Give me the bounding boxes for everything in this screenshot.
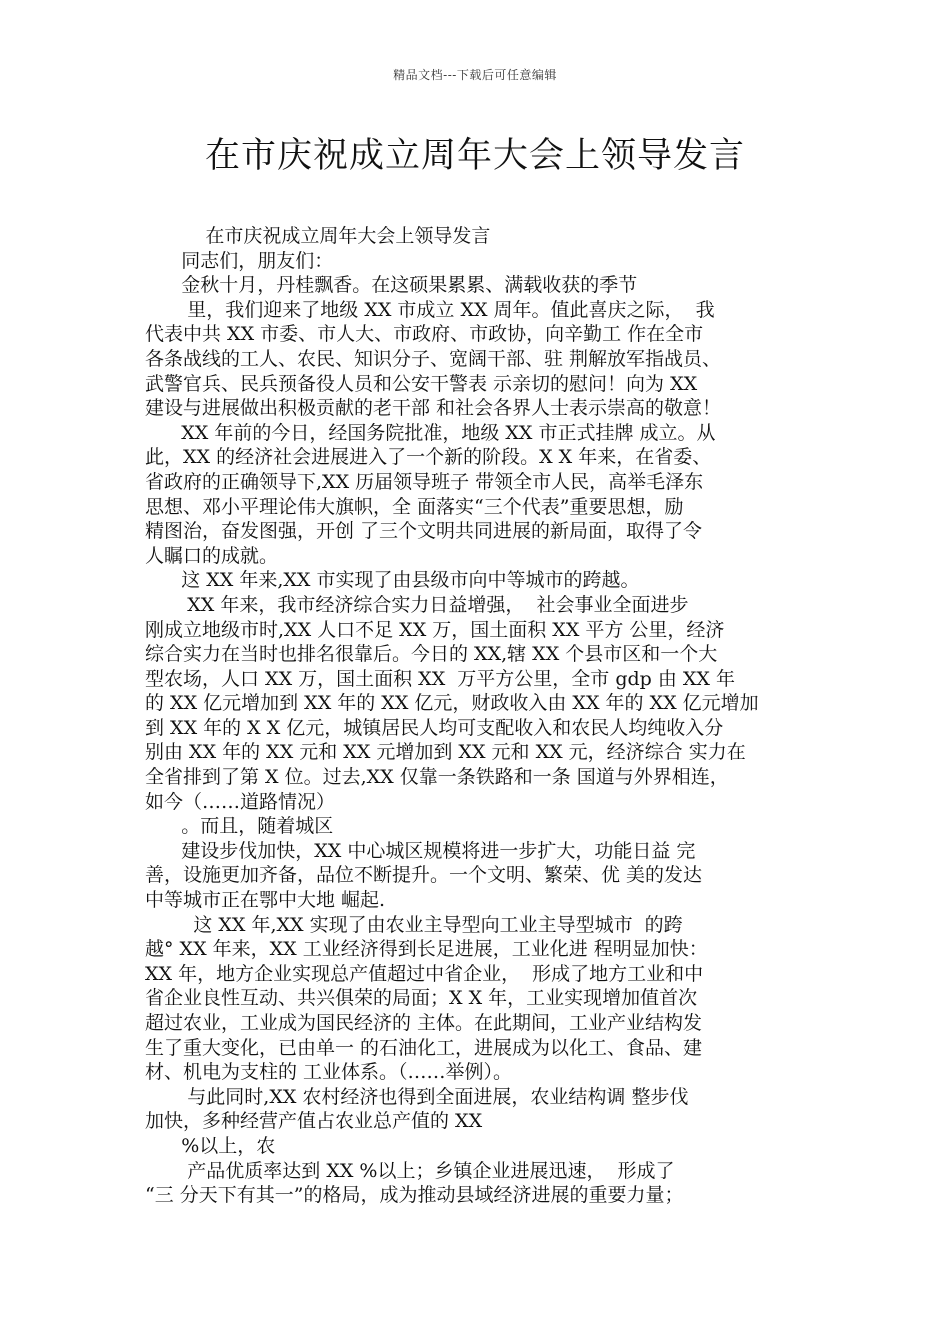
body-line: 代表中共 XX 市委、市人大、市政府、市政协，向辛勤工 作在全市 — [145, 323, 704, 346]
body-line: 建设步伐加快，XX 中心城区规模将进一步扩大，功能日益 完 — [145, 839, 696, 862]
body-line: 如今（……道路情况） — [145, 790, 336, 813]
body-line: 省政府的正确领导下,XX 历届领导班子 带领全市人民，高举毛泽东 — [145, 470, 704, 493]
document-title: 在市庆祝成立周年大会上领导发言 — [204, 136, 745, 176]
body-line: 别由 XX 年的 XX 元和 XX 元增加到 XX 元和 XX 元，经济综合 实力在 — [145, 741, 746, 764]
header-note: 精品文档---下载后可任意编辑 — [393, 68, 557, 82]
body-line: 材、机电为支柱的 工业体系。（……举例）。 — [145, 1061, 513, 1084]
body-line: 中等城市正在鄂中大地 崛起. — [145, 889, 386, 912]
body-line: 里，我们迎来了地级 XX 市成立 XX 周年。值此喜庆之际， 我 — [145, 298, 715, 321]
body-line: 这 XX 年,XX 实现了由农业主导型向工业主导型城市 的跨 — [145, 913, 683, 936]
body-line: XX 年来，我市经济综合实力日益增强， 社会事业全面进步 — [145, 593, 689, 616]
body-line: 生了重大变化，已由单一 的石油化工，进展成为以化工、食品、建 — [145, 1036, 703, 1059]
body-line: 综合实力在当时也排名很靠后。今日的 XX,辖 XX 个县市区和一个大 — [145, 643, 718, 666]
body-line: XX 年前的今日，经国务院批准，地级 XX 市正式挂牌 成立。从 — [145, 421, 716, 444]
body-line: 省企业良性互动、共兴俱荣的局面；X X 年，工业实现增加值首次 — [145, 987, 698, 1010]
body-line: 建设与进展做出积极贡献的老干部 和社会各界人士表示崇高的敬意！ — [145, 397, 722, 420]
body-line: 武警官兵、民兵预备役人员和公安干警表 示亲切的慰问！向为 XX — [145, 372, 698, 395]
body-line: 的 XX 亿元增加到 XX 年的 XX 亿元，财政收入由 XX 年的 XX 亿元增加 — [145, 692, 759, 715]
body-line: 此，XX 的经济社会进展进入了一个新的阶段。X X 年来，在省委、 — [145, 446, 712, 469]
document-body — [145, 224, 825, 1208]
body-line: 精图治，奋发图强，开创 了三个文明共同进展的新局面，取得了令 — [145, 520, 703, 543]
body-line: 同志们，朋友们： — [145, 249, 334, 272]
body-line: 刚成立地级市时,XX 人口不足 XX 万，国土面积 XX 平方 公里，经济 — [145, 618, 725, 641]
body-line: 在市庆祝成立周年大会上领导发言 — [145, 225, 491, 247]
body-line: XX 年，地方企业实现总产值超过中省企业， 形成了地方工业和中 — [145, 962, 704, 985]
body-line: 与此同时,XX 农村经济也得到全面进展，农业结构调 整步伐 — [145, 1085, 689, 1108]
body-line: 人瞩口的成就。 — [145, 544, 279, 567]
body-line: 产品优质率达到 XX %以上；乡镇企业进展迅速， 形成了 — [145, 1159, 675, 1182]
body-line: 善，设施更加齐备，品位不断提升。一个文明、繁荣、优 美的发达 — [145, 864, 703, 887]
body-line: 全省排到了第 X 位。过去,XX 仅靠一条铁路和一条 国道与外界相连， — [145, 766, 729, 789]
body-line: 思想、邓小平理论伟大旗帜，全 面落实“三个代表”重要思想，励 — [145, 495, 684, 518]
body-line: 这 XX 年来,XX 市实现了由县级市向中等城市的跨越。 — [145, 569, 640, 592]
body-line: “三 分天下有其一”的格局，成为推动县域经济进展的重要力量； — [145, 1184, 684, 1207]
body-line: 加快，多种经营产值占农业总产值的 XX — [145, 1110, 483, 1133]
body-line: 型农场，人口 XX 万，国土面积 XX 万平方公里，全市 gdp 由 XX 年 — [145, 667, 736, 690]
body-line: 越° XX 年来，XX 工业经济得到长足进展，工业化进 程明显加快： — [145, 938, 708, 961]
body-line: 各条战线的工人、农民、知识分子、宽阔干部、驻 荆解放军指战员、 — [145, 347, 722, 370]
body-line: 。而且，随着城区 — [145, 815, 334, 838]
body-line: 金秋十月，丹桂飘香。在这硕果累累、满载收获的季节 — [145, 274, 638, 297]
body-line: 到 XX 年的 X X 亿元，城镇居民人均可支配收入和农民人均纯收入分 — [145, 716, 724, 739]
body-line: %以上，农 — [145, 1134, 276, 1157]
body-line: 超过农业，工业成为国民经济的 主体。在此期间，工业产业结构发 — [145, 1012, 703, 1034]
